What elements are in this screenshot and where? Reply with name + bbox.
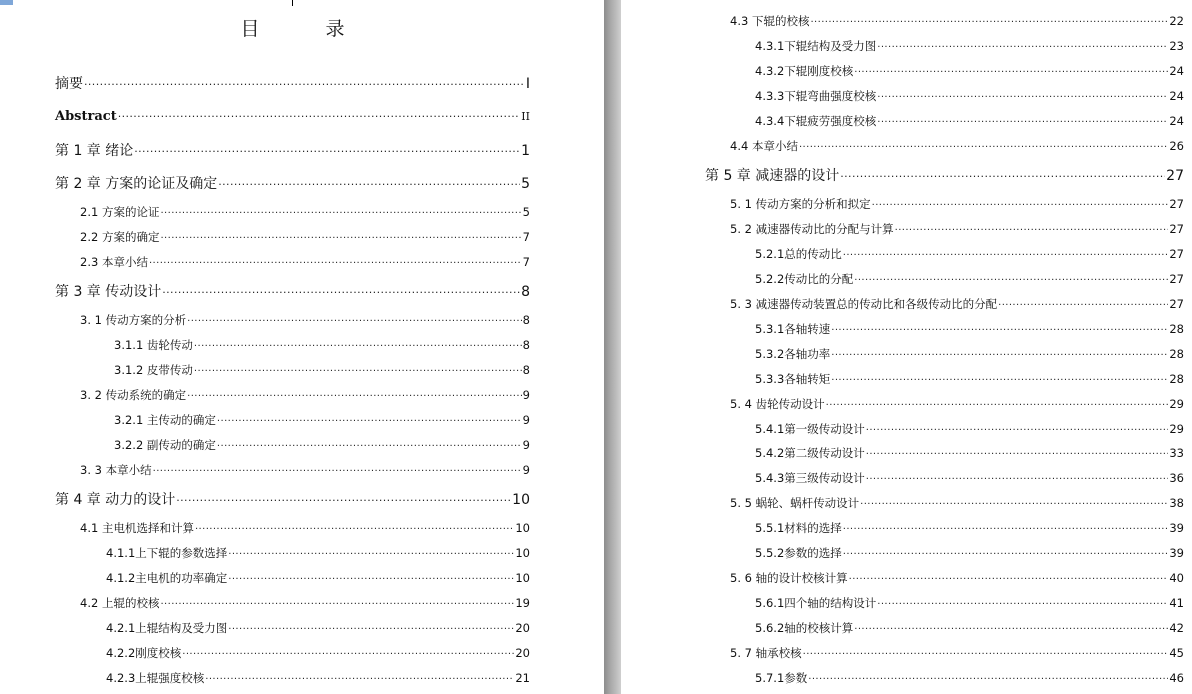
dot-leader (176, 492, 511, 510)
toc-entry-title: 5. 1 传动方案的分析和拟定 (730, 197, 871, 211)
dot-leader (205, 671, 514, 689)
toc-entry-page-number: 45 (1169, 646, 1184, 660)
toc-entry-page-number: 7 (522, 230, 530, 244)
dot-leader (849, 571, 1169, 589)
toc-entry-page-number: 8 (522, 313, 530, 327)
toc-entry[interactable] (730, 195, 1184, 213)
toc-entry-page-number: 39 (1169, 521, 1184, 535)
dot-leader (228, 546, 514, 564)
toc-entry-title: 4.1.1上下辊的参数选择 (106, 546, 228, 560)
dot-leader (810, 14, 1168, 32)
toc-entry-title: 3. 1 传动方案的分析 (80, 313, 187, 327)
toc-entry[interactable] (755, 270, 1184, 288)
toc-entry-title: 第 3 章 传动设计 (55, 284, 162, 300)
toc-entry-title: 3. 2 传动系统的确定 (80, 388, 187, 402)
toc-entry[interactable] (80, 203, 530, 221)
toc-entry-title: 5.3.1各轴转速 (755, 322, 831, 336)
toc-entry-page-number: 27 (1166, 168, 1184, 184)
toc-title: 目 录 (240, 18, 375, 40)
toc-entry[interactable] (106, 619, 530, 637)
toc-entry[interactable] (55, 175, 530, 193)
toc-entry-page-number: 27 (1169, 297, 1184, 311)
document-page-right (621, 0, 1192, 694)
toc-entry-title: 5.4.1第一级传动设计 (755, 422, 865, 436)
toc-entry[interactable] (755, 519, 1184, 537)
toc-entry-page-number: 9 (522, 388, 530, 402)
toc-entry-page-number: 33 (1169, 446, 1184, 460)
dot-leader (843, 521, 1169, 539)
toc-entry-title: 4.2 上辊的校核 (80, 596, 160, 610)
toc-entry-title: 4.3.4下辊疲劳强度校核 (755, 114, 877, 128)
toc-entry-title: 第 5 章 减速器的设计 (705, 168, 840, 184)
toc-entry-page-number: 24 (1169, 114, 1184, 128)
toc-entry-title: 3.2.2 副传动的确定 (114, 438, 216, 452)
dot-leader (228, 621, 514, 639)
toc-entry[interactable] (114, 336, 530, 354)
toc-entry-title: 第 1 章 绪论 (55, 143, 134, 159)
toc-entry-title: 4.2.3上辊强度校核 (106, 671, 205, 685)
toc-entry-page-number: 5 (522, 205, 530, 219)
toc-entry[interactable] (80, 386, 530, 404)
dot-leader (895, 222, 1169, 240)
toc-entry-title: 4.2.1上辊结构及受力图 (106, 621, 228, 635)
toc-entry-page-number: 20 (515, 621, 530, 635)
toc-entry-title: 3. 3 本章小结 (80, 463, 152, 477)
toc-entry-page-number: 24 (1169, 89, 1184, 103)
dot-leader (160, 596, 514, 614)
toc-entry[interactable] (755, 37, 1184, 55)
toc-entry-title: 3.1.2 皮带传动 (114, 363, 193, 377)
toc-entry-title: 4.2.2刚度校核 (106, 646, 182, 660)
toc-entry[interactable] (114, 436, 530, 454)
toc-entry[interactable] (55, 108, 530, 126)
toc-entry-title: 4.3.2下辊刚度校核 (755, 64, 854, 78)
toc-entry-page-number: 41 (1169, 596, 1184, 610)
toc-entry[interactable] (755, 245, 1184, 263)
toc-entry-page-number: 10 (515, 546, 530, 560)
toc-entry[interactable] (55, 75, 530, 93)
toc-entry-page-number: 7 (522, 255, 530, 269)
dot-leader (217, 438, 522, 456)
toc-entry-page-number: 10 (515, 521, 530, 535)
toc-entry-page-number: 24 (1169, 64, 1184, 78)
toc-entry-title: 2.3 本章小结 (80, 255, 148, 269)
toc-entry-title: 5. 6 轴的设计校核计算 (730, 571, 848, 585)
toc-entry[interactable] (755, 112, 1184, 130)
toc-entry-page-number: 8 (522, 338, 530, 352)
toc-entry[interactable] (730, 295, 1184, 313)
toc-entry-title: 4.4 本章小结 (730, 139, 798, 153)
toc-entry[interactable] (755, 669, 1184, 687)
toc-entry-title: 4.1.2主电机的功率确定 (106, 571, 228, 585)
dot-leader (160, 230, 521, 248)
toc-entry-page-number: 46 (1169, 671, 1184, 685)
toc-entry-title: 第 4 章 动力的设计 (55, 492, 176, 508)
dot-leader (808, 671, 1168, 689)
dot-leader (831, 347, 1168, 365)
toc-entry[interactable] (755, 420, 1184, 438)
dot-leader (860, 496, 1168, 514)
dot-leader (194, 363, 522, 381)
toc-entry[interactable] (106, 669, 530, 687)
toc-entry-page-number: 29 (1169, 397, 1184, 411)
dot-leader (153, 463, 522, 481)
toc-entry[interactable] (755, 594, 1184, 612)
toc-entry-page-number: 23 (1169, 39, 1184, 53)
text-cursor (292, 0, 293, 6)
dot-leader (799, 139, 1168, 157)
toc-entry-page-number: II (521, 110, 530, 123)
dot-leader (872, 197, 1169, 215)
dot-leader (854, 621, 1168, 639)
toc-entry[interactable] (755, 469, 1184, 487)
toc-entry-page-number: 38 (1169, 496, 1184, 510)
dot-leader (866, 446, 1169, 464)
dot-leader (228, 571, 514, 589)
toc-entry-title: 5.3.3各轴转矩 (755, 372, 831, 386)
selection-marker (0, 0, 13, 5)
dot-leader (194, 338, 522, 356)
toc-entry-title: 5.5.1材料的选择 (755, 521, 842, 535)
dot-leader (218, 176, 520, 194)
dot-leader (854, 272, 1168, 290)
toc-entry-title: 5.4.3第三级传动设计 (755, 471, 865, 485)
toc-entry-page-number: 27 (1169, 222, 1184, 236)
toc-entry[interactable] (730, 137, 1184, 155)
dot-leader (187, 313, 522, 331)
toc-entry-title: 5.2.2传动比的分配 (755, 272, 854, 286)
toc-entry-title: 5. 2 减速器传动比的分配与计算 (730, 222, 894, 236)
toc-entry[interactable] (80, 228, 530, 246)
toc-entry-page-number: 28 (1169, 347, 1184, 361)
toc-entry-page-number: 39 (1169, 546, 1184, 560)
dot-leader (118, 108, 521, 126)
page-gutter (604, 0, 621, 694)
dot-leader (826, 397, 1169, 415)
toc-entry-page-number: 10 (515, 571, 530, 585)
toc-entry-title: 5.5.2参数的选择 (755, 546, 842, 560)
toc-entry-page-number: 28 (1169, 322, 1184, 336)
toc-entry[interactable] (730, 644, 1184, 662)
dot-leader (866, 471, 1169, 489)
toc-entry[interactable] (730, 569, 1184, 587)
toc-entry-page-number: 29 (1169, 422, 1184, 436)
toc-entry[interactable] (106, 544, 530, 562)
toc-entry[interactable] (730, 494, 1184, 512)
toc-entry-title: 5.6.2轴的校核计算 (755, 621, 854, 635)
toc-entry[interactable] (114, 361, 530, 379)
dot-leader (803, 646, 1169, 664)
toc-entry-title: 5.7.1参数 (755, 671, 808, 685)
dot-leader (195, 521, 514, 539)
toc-entry-page-number: 27 (1169, 272, 1184, 286)
toc-entry-title: 5. 3 减速器传动装置总的传动比和各级传动比的分配 (730, 297, 998, 311)
dot-leader (182, 646, 514, 664)
dot-leader (162, 284, 520, 302)
toc-entry-page-number: 42 (1169, 621, 1184, 635)
toc-entry-title: 5. 5 蜗轮、蜗杆传动设计 (730, 496, 860, 510)
toc-entry-page-number: 20 (515, 646, 530, 660)
toc-entry[interactable] (730, 12, 1184, 30)
toc-entry[interactable] (755, 619, 1184, 637)
dot-leader (866, 422, 1169, 440)
toc-entry[interactable] (80, 311, 530, 329)
toc-entry[interactable] (80, 594, 530, 612)
toc-entry[interactable] (80, 253, 530, 271)
toc-entry-title: Abstract (55, 109, 117, 124)
dot-leader (840, 168, 1165, 186)
toc-entry[interactable] (106, 569, 530, 587)
toc-entry-page-number: 5 (521, 176, 530, 192)
toc-entry-page-number: 21 (515, 671, 530, 685)
dot-leader (854, 64, 1168, 82)
toc-entry-page-number: 8 (522, 363, 530, 377)
dot-leader (831, 372, 1168, 390)
toc-entry-title: 摘要 (55, 76, 83, 92)
toc-entry[interactable] (755, 345, 1184, 363)
toc-entry-title: 2.2 方案的确定 (80, 230, 160, 244)
toc-entry-title: 4.1 主电机选择和计算 (80, 521, 194, 535)
toc-entry-page-number: 9 (522, 463, 530, 477)
toc-entry-page-number: 40 (1169, 571, 1184, 585)
toc-entry[interactable] (55, 491, 530, 509)
dot-leader (187, 388, 522, 406)
toc-entry-title: 5.2.1总的传动比 (755, 247, 842, 261)
dot-leader (831, 322, 1168, 340)
toc-entry[interactable] (80, 519, 530, 537)
toc-entry[interactable] (80, 461, 530, 479)
toc-entry[interactable] (106, 644, 530, 662)
toc-entry-title: 5. 7 轴承校核 (730, 646, 802, 660)
toc-entry-title: 4.3 下辊的校核 (730, 14, 810, 28)
dot-leader (843, 247, 1169, 265)
toc-entry[interactable] (755, 444, 1184, 462)
dot-leader (877, 89, 1168, 107)
toc-entry-page-number: 36 (1169, 471, 1184, 485)
toc-entry-page-number: 28 (1169, 372, 1184, 386)
toc-entry-page-number: I (525, 76, 530, 92)
toc-entry[interactable] (755, 370, 1184, 388)
dot-leader (877, 596, 1168, 614)
toc-entry[interactable] (55, 283, 530, 301)
toc-entry-title: 3.2.1 主传动的确定 (114, 413, 216, 427)
toc-entry-page-number: 27 (1169, 247, 1184, 261)
toc-entry-page-number: 8 (521, 284, 530, 300)
toc-entry-title: 5.3.2各轴功率 (755, 347, 831, 361)
toc-entry[interactable] (755, 87, 1184, 105)
dot-leader (998, 297, 1168, 315)
toc-entry-page-number: 19 (515, 596, 530, 610)
toc-entry-title: 4.3.3下辊弯曲强度校核 (755, 89, 877, 103)
toc-entry[interactable] (114, 411, 530, 429)
toc-entry[interactable] (755, 544, 1184, 562)
toc-entry-page-number: 1 (521, 143, 530, 159)
toc-entry[interactable] (755, 62, 1184, 80)
toc-entry-page-number: 26 (1169, 139, 1184, 153)
dot-leader (149, 255, 522, 273)
dot-leader (134, 143, 520, 161)
toc-entry-title: 5.4.2第二级传动设计 (755, 446, 865, 460)
toc-entry-title: 3.1.1 齿轮传动 (114, 338, 193, 352)
toc-entry-page-number: 27 (1169, 197, 1184, 211)
dot-leader (160, 205, 521, 223)
toc-entry-title: 4.3.1下辊结构及受力图 (755, 39, 877, 53)
toc-entry-page-number: 10 (512, 492, 530, 508)
toc-entry-page-number: 9 (522, 413, 530, 427)
dot-leader (843, 546, 1169, 564)
toc-entry-title: 第 2 章 方案的论证及确定 (55, 176, 218, 192)
toc-entry[interactable] (730, 395, 1184, 413)
toc-entry[interactable] (705, 167, 1184, 185)
toc-entry-title: 5.6.1四个轴的结构设计 (755, 596, 877, 610)
dot-leader (217, 413, 522, 431)
dot-leader (877, 114, 1168, 132)
toc-entry[interactable] (730, 220, 1184, 238)
dot-leader (84, 76, 525, 94)
toc-entry-page-number: 9 (522, 438, 530, 452)
toc-entry[interactable] (755, 320, 1184, 338)
toc-entry-title: 2.1 方案的论证 (80, 205, 160, 219)
toc-entry-page-number: 22 (1169, 14, 1184, 28)
toc-entry-title: 5. 4 齿轮传动设计 (730, 397, 825, 411)
dot-leader (877, 39, 1168, 57)
toc-entry[interactable] (55, 142, 530, 160)
